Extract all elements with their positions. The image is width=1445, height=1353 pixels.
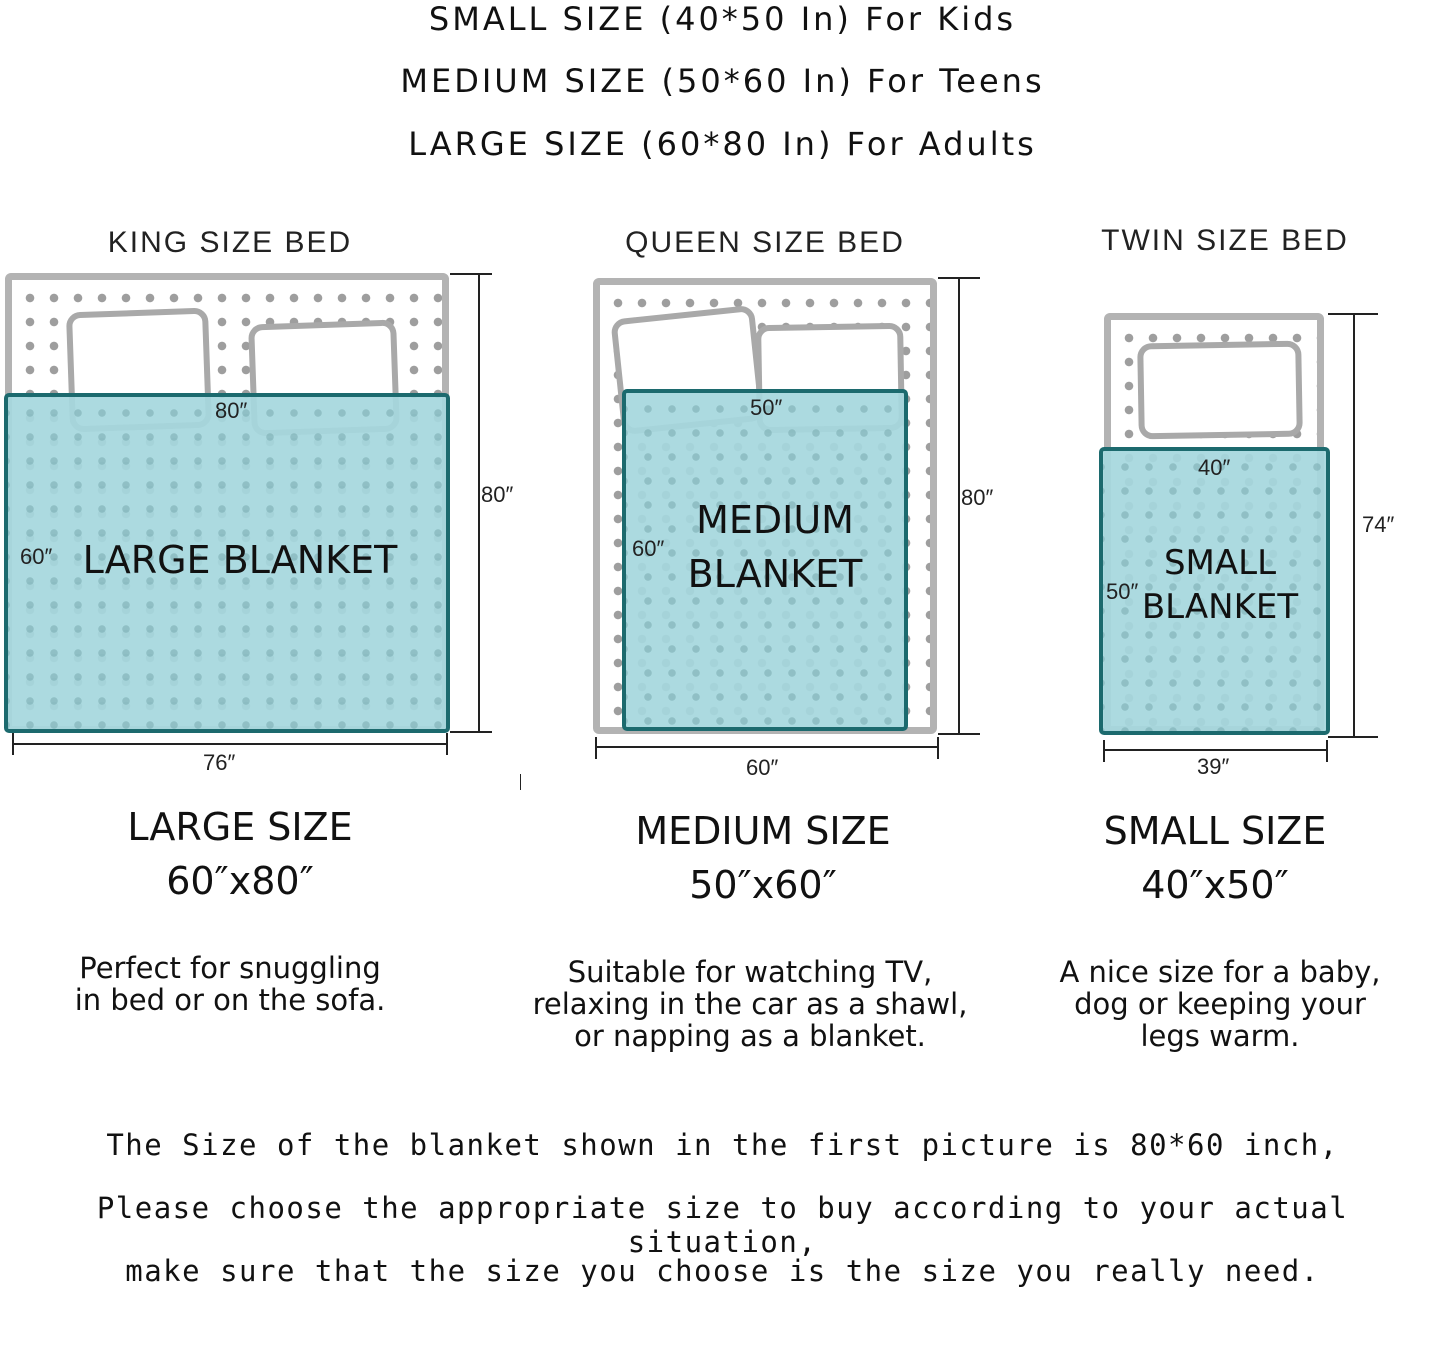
- twin-bed-title: TWIN SIZE BED: [1101, 224, 1349, 257]
- small-size-dims: 40″x50″: [1141, 863, 1289, 907]
- dimension-tick: [450, 273, 492, 275]
- blanket-width-label: 80″: [215, 398, 248, 423]
- blanket-height-label: 50″: [1106, 579, 1139, 604]
- bed-length-dimension: [478, 273, 480, 731]
- header-line-large: LARGE SIZE (60*80 In) For Adults: [408, 125, 1037, 163]
- divider-mark: [520, 774, 521, 790]
- blanket-label-line2: BLANKET: [1141, 587, 1299, 627]
- dimension-tick: [595, 737, 597, 759]
- blanket-height-label: 60″: [632, 536, 665, 561]
- queen-bed-title: QUEEN SIZE BED: [625, 226, 905, 259]
- header-line-medium: MEDIUM SIZE (50*60 In) For Teens: [400, 62, 1045, 100]
- bed-length-dimension: [958, 277, 960, 733]
- bed-length-label: 74″: [1362, 512, 1395, 537]
- footer-note-line1: The Size of the blanket shown in the first picture is 80*60 inch,: [106, 1128, 1339, 1162]
- dimension-tick: [12, 733, 14, 755]
- bed-length-dimension: [1353, 313, 1355, 737]
- description-line: legs warm.: [1140, 1019, 1300, 1053]
- description-line: dog or keeping your: [1074, 987, 1366, 1021]
- large-size-title: LARGE SIZE: [127, 805, 353, 849]
- large-size-description: [10, 952, 450, 1016]
- description-line: Perfect for snuggling: [79, 951, 381, 985]
- dimension-tick: [450, 731, 492, 733]
- dimension-tick: [1103, 740, 1105, 762]
- king-bed-title: KING SIZE BED: [107, 226, 353, 259]
- bed-width-dimension: [596, 746, 938, 748]
- large-size-dims: 60″x80″: [166, 859, 314, 903]
- pillow-icon: [1137, 341, 1303, 440]
- blanket-height-label: 60″: [20, 544, 53, 569]
- blanket-label-line2: BLANKET: [687, 552, 863, 596]
- description-line: A nice size for a baby,: [1059, 955, 1381, 989]
- medium-size-dims: 50″x60″: [689, 863, 837, 907]
- blanket-width-label: 50″: [750, 395, 783, 420]
- description-line: relaxing in the car as a shawl,: [532, 987, 968, 1021]
- bed-width-label: 76″: [203, 750, 236, 775]
- bed-length-label: 80″: [961, 485, 994, 510]
- dimension-tick: [1326, 740, 1328, 762]
- blanket-label-line1: SMALL: [1163, 543, 1277, 583]
- bed-width-dimension: [13, 743, 447, 745]
- description-line: or napping as a blanket.: [574, 1019, 926, 1053]
- blanket-label: LARGE BLANKET: [82, 538, 398, 582]
- medium-size-title: MEDIUM SIZE: [635, 809, 891, 853]
- small-size-title: SMALL SIZE: [1103, 809, 1327, 853]
- footer-note-line3: make sure that the size you choose is the size you really need.: [125, 1254, 1320, 1288]
- header-line-small: SMALL SIZE (40*50 In) For Kids: [428, 0, 1017, 38]
- bed-length-label: 80″: [481, 482, 514, 507]
- dimension-tick: [446, 733, 448, 755]
- footer-note-line2: Please choose the appropriate size to buy according to your actual situation,: [96, 1191, 1349, 1259]
- small-size-description: [1010, 956, 1430, 1052]
- bed-width-dimension: [1104, 749, 1327, 751]
- description-line: Suitable for watching TV,: [567, 955, 933, 989]
- description-line: in bed or on the sofa.: [74, 983, 386, 1017]
- blanket-label-line1: MEDIUM: [696, 498, 854, 542]
- dimension-tick: [937, 737, 939, 759]
- dimension-tick: [938, 733, 980, 735]
- dimension-tick: [1328, 736, 1378, 738]
- blanket-width-label: 40″: [1198, 455, 1231, 480]
- bed-width-label: 39″: [1197, 754, 1230, 779]
- bed-width-label: 60″: [746, 755, 779, 780]
- medium-size-description: [500, 956, 1000, 1052]
